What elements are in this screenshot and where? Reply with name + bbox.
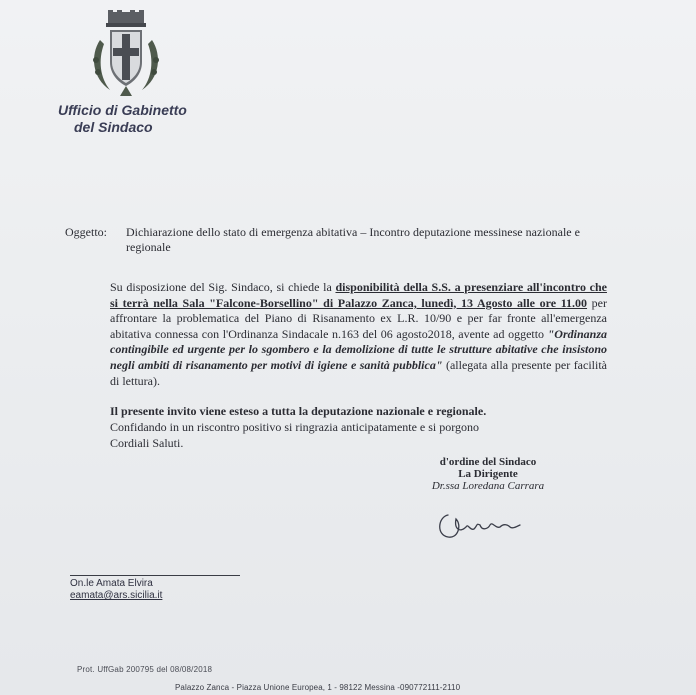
invitation-notice: Il presente invito viene esteso a tutta la deputazione nazionale e regionale. [110,404,487,418]
closing-line: Confidando in un riscontro positivo si ringrazia anticipatamente e si porgono [110,420,480,434]
city-coat-of-arms-seal [86,10,166,98]
signature-block [398,456,578,492]
body-text: per affrontare la problematica del Piano di Risanamento ex L.R. 10/90 e per far fronte all'emergenza abitativa connessa con l'Ordinanza Sindacale n.163 del 06 agosto2018, avente ad oggetto [110,295,608,341]
address-footer: Palazzo Zanca - Piazza Unione Europea, 1 - 98122 Messina -090772111-2110 [175,683,461,692]
letter-body [110,280,607,389]
recipient-block [70,578,162,602]
subject-label: Oggetto: [65,225,107,239]
office-line-2: del Sindaco [74,119,153,135]
office-heading [58,102,228,136]
signature-role: La Dirigente [458,468,518,480]
body-highlight-underlined: disponibilità della S.S. a presenziare all'incontro che si terrà nella Sala "Falcone-Borsellino" di Palazzo Zanca, lunedì, 13 Agosto alle ore 11.00 [110,280,607,310]
recipient-email-link[interactable]: eamata@ars.sicilia.it [70,590,163,601]
signature-name: Dr.ssa Loredana Carrara [431,480,545,492]
body-text: (allegata alla presente per facilità di lettura). [110,357,608,388]
recipient-name: On.le Amata Elvira [70,578,153,589]
subject-text: Dichiarazione dello stato di emergenza abitativa – Incontro deputazione messinese nazionale e regionale [126,225,580,254]
signature-order-line: d'ordine del Sindaco [439,456,537,468]
protocol-number: Prot. UffGab 200795 del 08/08/2018 [77,665,213,674]
office-line-1: Ufficio di Gabinetto [58,102,187,118]
body-paragraph-1 [110,280,607,389]
greeting: Cordiali Saluti. [110,436,184,450]
recipient-divider [70,575,240,576]
handwritten-signature [432,503,532,543]
ordinance-title: "Ordinanza contingibile ed urgente per lo sgombero e la demolizione di tutte le strutture abitative che insistono negli ambiti di risanamento per motivi di igiene e sanità pubblica" [110,326,607,372]
body-text: Su disposizione del Sig. Sindaco, si chiede la [110,280,336,294]
closing-block [110,403,607,451]
